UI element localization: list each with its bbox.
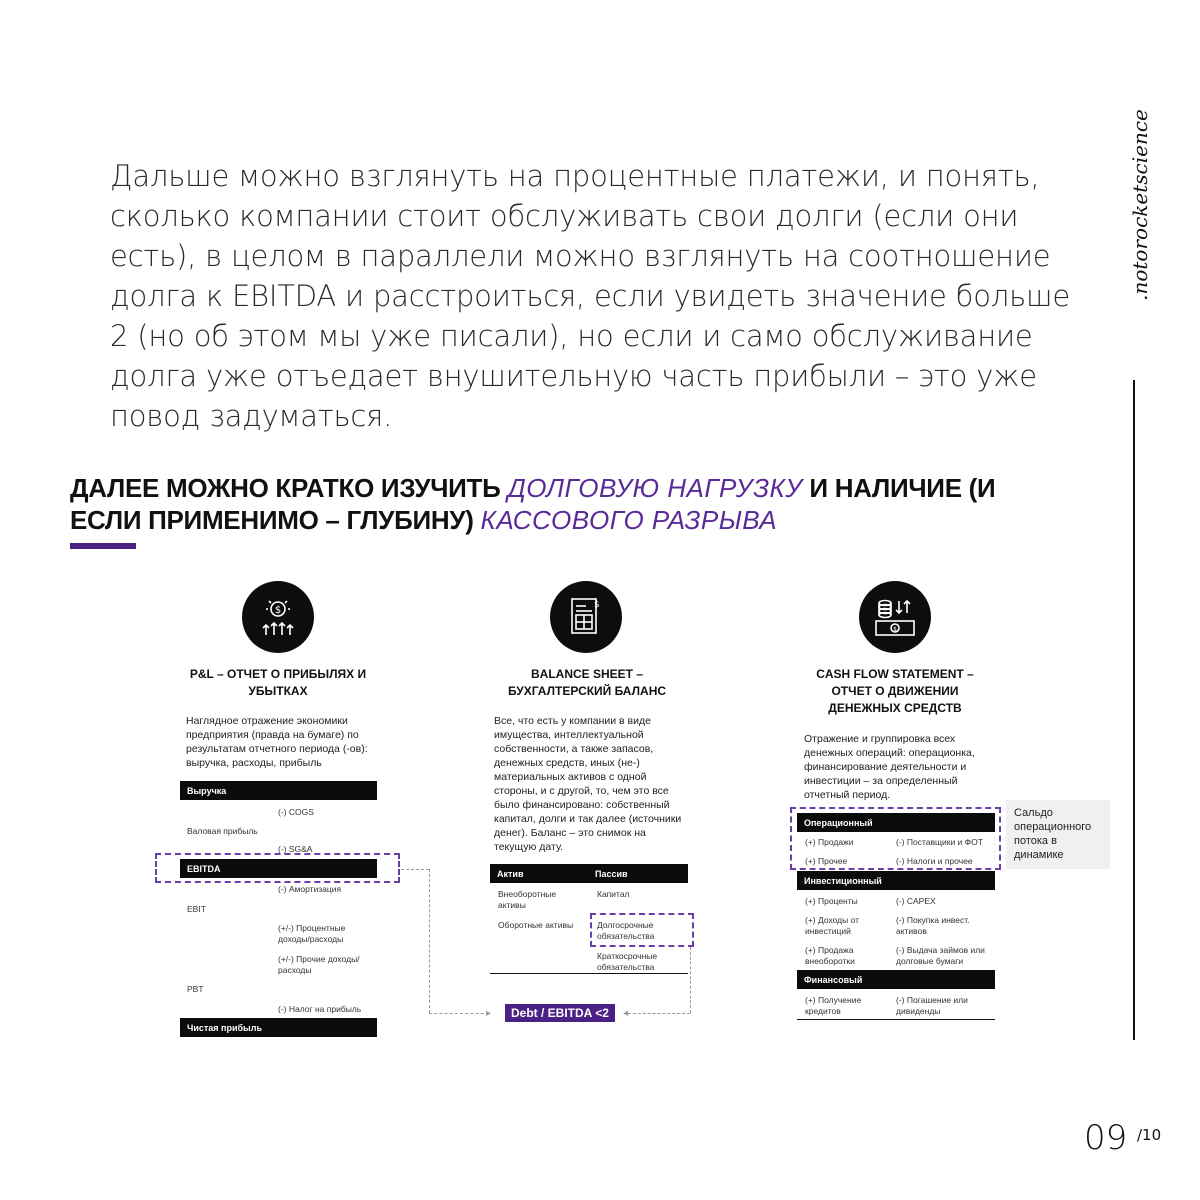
heading-part-2: И НАЛИЧИЕ (И ЕСЛИ ПРИМЕНИМО – ГЛУБИНУ) <box>70 473 996 535</box>
pnl-title <box>178 666 378 700</box>
debt-ebitda-ratio: Debt / EBITDA <2 <box>505 1004 615 1022</box>
brand-logo <box>1120 110 1160 300</box>
document-calculator-icon <box>550 581 622 653</box>
connector-debt-v <box>690 947 691 1013</box>
heading-highlight-1: ДОЛГОВУЮ НАГРУЗКУ <box>507 473 803 503</box>
pnl-tax: (-) Налог на прибыль <box>278 1004 362 1014</box>
cf-operating-label: Операционный <box>804 817 873 828</box>
balance-bottom-line <box>490 973 688 974</box>
pnl-ebit: EBIT <box>187 904 206 914</box>
pnl-cogs: (-) COGS <box>278 807 314 817</box>
cf-sale-noncurrent: (+) Продажа внеоборотки <box>805 945 855 966</box>
cashflow-title-line2: ОТЧЕТ О ДВИЖЕНИИ <box>831 684 959 698</box>
cf-loans-out: (-) Выдача займов или долговые бумаги <box>896 945 985 966</box>
connector-debt-h <box>628 1013 690 1014</box>
svg-text:$: $ <box>893 626 897 633</box>
balance-header-bar <box>490 864 688 883</box>
cash-stack-icon <box>859 581 931 653</box>
pnl-revenue-label: Выручка <box>187 785 227 796</box>
cf-investing-label: Инвестиционный <box>804 875 882 886</box>
pnl-ebitda-label: EBITDA <box>187 863 221 874</box>
pnl-sga: (-) SG&A <box>278 844 313 854</box>
cashflow-bottom-line <box>797 1019 995 1020</box>
cf-investing-bar <box>797 871 995 890</box>
cf-capex: (-) CAPEX <box>896 896 936 906</box>
heading-underline <box>70 543 136 549</box>
balance-noncurrent-assets: Внеоборотные активы <box>498 889 557 910</box>
cashflow-title-line1: CASH FLOW STATEMENT – <box>816 667 974 681</box>
lt-liabilities-highlight-frame <box>590 913 694 947</box>
cf-credits: (+) Получение кредитов <box>805 995 862 1016</box>
balance-current-assets: Оборотные активы <box>498 920 574 930</box>
pnl-other: (+/-) Прочие доходы/расходы <box>278 954 360 975</box>
cashflow-title-line3: ДЕНЕЖНЫХ СРЕДСТВ <box>828 701 962 715</box>
ebitda-highlight-frame <box>155 853 400 883</box>
pnl-title-line2: УБЫТКАХ <box>248 684 308 698</box>
balance-assets-header: Актив <box>497 868 524 879</box>
balance-title <box>487 666 687 700</box>
cf-other-in: (+) Прочее <box>805 856 848 866</box>
section-heading <box>70 472 1050 536</box>
balance-equity: Капитал <box>597 889 630 899</box>
balance-liabilities-header: Пассив <box>595 868 628 879</box>
pnl-title-line1: P&L – ОТЧЕТ О ПРИБЫЛЯХ И <box>189 667 367 681</box>
balance-lt-liabilities: Долгосрочные обязательства <box>597 920 655 941</box>
connector-ebitda-h2 <box>429 1013 489 1014</box>
cashflow-title <box>795 666 995 717</box>
page-number: 09 <box>1084 1118 1128 1158</box>
operating-balance-note: Сальдо операционного потока в динамике <box>1006 800 1110 869</box>
pnl-gross-profit: Валовая прибыль <box>187 826 258 836</box>
balance-title-line1: BALANCE SHEET – <box>530 667 643 681</box>
connector-ebitda-h <box>401 869 429 870</box>
cf-suppliers: (-) Поставщики и ФОТ <box>896 837 983 847</box>
pnl-revenue-bar <box>180 781 377 800</box>
cf-sales: (+) Продажи <box>805 837 854 847</box>
heading-highlight-2: КАССОВОГО РАЗРЫВА <box>480 505 778 535</box>
brand-text: .notorocketscience <box>1128 109 1152 301</box>
intro-paragraph: Дальше можно взглянуть на процентные платежи, и понять, сколько компании стоит обслуживать свои долги (если они есть), в целом в параллели можно взглянуть на соотношение долга к EBITDA и расстроиться, если увидеть значение больше 2 (но об этом мы уже писали), но если и само обслуживание долга уже отъедает внушительную часть прибыли – это уже повод задуматься. <box>110 159 1070 433</box>
svg-text:$: $ <box>274 605 282 616</box>
balance-description: Все, что есть у компании в виде имущества, интеллектуальной собственности, а также запасов, денежных средств, иных (не-) материальных активов с одной стороны, и с другой, то, чем это все было финансировано: собственный капитал, долги и так далее (источники денег). Баланс – это снимок на текущую дату. <box>494 715 682 853</box>
heading-part-1: ДАЛЕЕ МОЖНО КРАТКО ИЗУЧИТЬ <box>70 473 508 503</box>
money-growth-icon <box>242 581 314 653</box>
side-divider <box>1133 380 1135 1040</box>
cf-financing-bar <box>797 970 995 989</box>
cf-interest-in: (+) Проценты <box>805 896 858 906</box>
page-total: /10 <box>1137 1126 1162 1144</box>
cashflow-description: Отражение и группировка всех денежных операций: операционка, финансирование деятельности и инвестиции – за определенный отчетный период. <box>804 733 975 801</box>
pnl-net-profit-bar <box>180 1018 377 1037</box>
pnl-pbt: PBT <box>187 984 204 994</box>
balance-st-liabilities: Краткосрочные обязательства <box>597 951 658 972</box>
cf-buy-assets: (-) Покупка инвест. активов <box>896 915 970 936</box>
arrow-right-icon: ▸ <box>486 1008 492 1019</box>
pnl-description: Наглядное отражение экономики предприятия (правда на бумаге) по результатам отчетного периода (-ов): выручка, расходы, прибыль <box>186 715 368 769</box>
operating-highlight-frame <box>790 807 1001 870</box>
svg-text:$: $ <box>594 600 600 610</box>
pnl-interest: (+/-) Процентные доходы/расходы <box>278 923 346 944</box>
connector-ebitda-v <box>429 869 430 1013</box>
cf-taxes: (-) Налоги и прочее <box>896 856 973 866</box>
balance-title-line2: БУХГАЛТЕРСКИЙ БАЛАНС <box>507 684 667 698</box>
pnl-net-profit-label: Чистая прибыль <box>187 1022 262 1033</box>
cf-inv-income: (+) Доходы от инвестиций <box>805 915 860 936</box>
arrow-left-icon: ◂ <box>623 1008 629 1019</box>
pnl-amortization: (-) Амортизация <box>278 884 342 894</box>
cf-repayment: (-) Погашение или дивиденды <box>896 995 968 1016</box>
cf-financing-label: Финансовый <box>804 974 863 985</box>
